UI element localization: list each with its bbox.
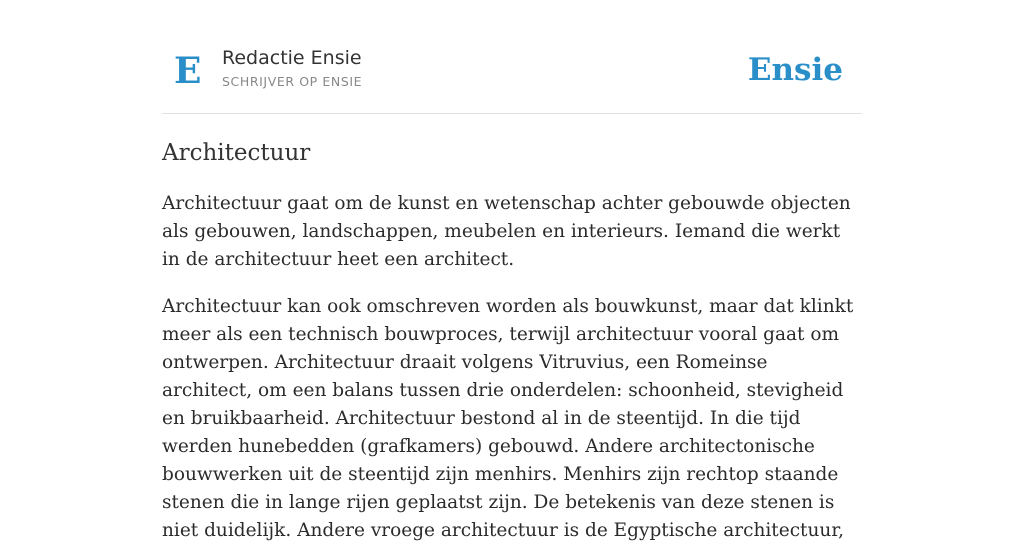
author-role: SCHRIJVER OP ENSIE [222, 74, 363, 89]
author-avatar[interactable]: E [174, 50, 202, 92]
article-title: Architectuur [162, 140, 311, 166]
page-content [162, 0, 862, 545]
author-header [162, 0, 862, 114]
author-name[interactable]: Redactie Ensie [222, 47, 362, 69]
ensie-logo[interactable]: Ensie [747, 52, 843, 88]
article-paragraph: Architectuur gaat om de kunst en wetenschap achter gebouwde objecten als gebouwen, landschappen, meubelen en interieurs. Iemand die werkt in de architectuur heet een architect. [162, 193, 851, 270]
article-paragraph: Architectuur kan ook omschreven worden als bouwkunst, maar dat klinkt meer als een technisch bouwproces, terwijl architectuur vooral gaat om ontwerpen. Architectuur draait volgens Vitruvius, een Romeinse architect, om een balans tussen drie onderdelen: schoonheid, stevigheid en bruikbaarheid. Architectuur bestond al in de steentijd. In die tijd werden hunebedden (grafkamers) gebouwd. Andere architectonische bouwwerken uit de steentijd zijn menhirs. Menhirs zijn rechtop staande stenen die in lange rijen geplaatst zijn. De betekenis van deze stenen is niet duidelijk. Andere vroege architectuur is de Egyptische architectuur, [162, 296, 854, 541]
